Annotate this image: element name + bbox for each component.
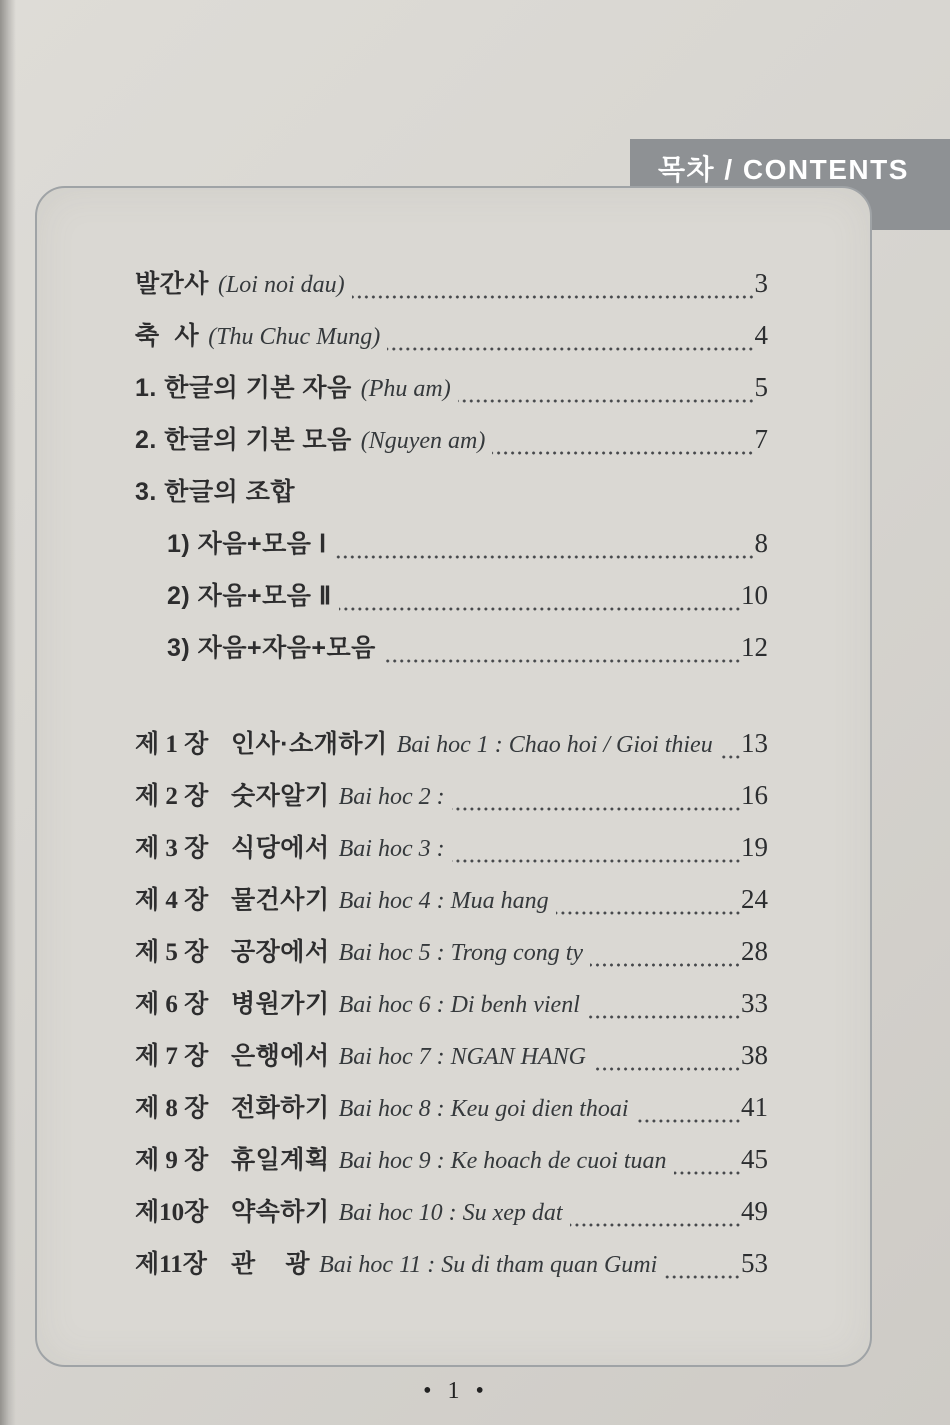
dotted-leader bbox=[352, 295, 755, 299]
toc-entry bbox=[167, 628, 768, 680]
toc-entry bbox=[167, 576, 768, 628]
chapter-number: 제 6 장 bbox=[135, 991, 209, 1018]
chapter-title: 약속하기 bbox=[231, 1198, 330, 1226]
contents-banner-title: 목차 / CONTENTS bbox=[658, 154, 909, 185]
toc-entry-label: 축 사 bbox=[135, 322, 200, 350]
chapter-subtitle: Bai hoc 1 : Chao hoi / Gioi thieu bbox=[396, 732, 713, 758]
toc-entry-label: 2. 한글의 기본 모음 bbox=[135, 426, 352, 454]
chapter-page: 38 bbox=[741, 1040, 768, 1070]
chapter-subtitle: Bai hoc 2 : bbox=[338, 784, 445, 810]
dotted-leader bbox=[339, 607, 741, 611]
chapter-number: 제10장 bbox=[135, 1199, 209, 1226]
toc-entry-subtitle: (Loi noi dau) bbox=[217, 272, 345, 298]
toc-entry-label: 3) 자음+자음+모음 bbox=[167, 634, 376, 662]
toc-entry bbox=[135, 1036, 768, 1088]
chapter-subtitle: Bai hoc 9 : Ke hoach de cuoi tuan bbox=[338, 1148, 667, 1174]
chapter-title: 식당에서 bbox=[231, 834, 330, 862]
dotted-leader bbox=[636, 1119, 741, 1123]
chapter-title: 숫자알기 bbox=[231, 782, 330, 810]
dotted-leader bbox=[664, 1275, 741, 1279]
toc-entry bbox=[135, 984, 768, 1036]
toc-entry-page: 3 bbox=[754, 268, 768, 298]
page-number: • 1 • bbox=[423, 1378, 489, 1404]
chapter-page: 28 bbox=[741, 936, 768, 966]
toc-entry-subtitle: (Thu Chuc Mung) bbox=[208, 324, 381, 350]
dotted-leader bbox=[570, 1223, 741, 1227]
toc-entry-page: 4 bbox=[754, 320, 768, 350]
chapter-page: 41 bbox=[741, 1092, 768, 1122]
dotted-leader bbox=[720, 755, 741, 759]
toc-entry bbox=[135, 420, 768, 472]
chapter-subtitle: Bai hoc 8 : Keu goi dien thoai bbox=[338, 1096, 629, 1122]
toc-entry bbox=[135, 724, 768, 776]
chapter-page: 33 bbox=[741, 988, 768, 1018]
chapter-number: 제 7 장 bbox=[135, 1043, 209, 1070]
dotted-leader bbox=[458, 399, 755, 403]
chapter-title: 물건사기 bbox=[231, 886, 330, 914]
toc-entry bbox=[135, 316, 768, 368]
chapter-number: 제 4 장 bbox=[135, 887, 209, 914]
dotted-leader bbox=[587, 1015, 741, 1019]
dotted-leader bbox=[590, 963, 741, 967]
front-matter-list bbox=[135, 264, 768, 680]
chapter-number: 제 3 장 bbox=[135, 835, 209, 862]
chapter-number: 제 9 장 bbox=[135, 1147, 209, 1174]
chapter-page: 53 bbox=[741, 1248, 768, 1278]
chapter-page: 16 bbox=[741, 780, 768, 810]
toc-entry-label: 발간사 bbox=[135, 270, 209, 298]
chapter-page: 49 bbox=[741, 1196, 768, 1226]
toc-box bbox=[35, 186, 872, 1367]
toc-entry bbox=[167, 524, 768, 576]
toc-entry bbox=[135, 368, 768, 420]
chapter-subtitle: Bai hoc 10 : Su xep dat bbox=[338, 1200, 563, 1226]
toc-entry-label: 2) 자음+모음 Ⅱ bbox=[167, 582, 332, 610]
toc-entry-page: 5 bbox=[754, 372, 768, 402]
chapter-title: 관 광 bbox=[231, 1250, 311, 1278]
toc-entry-label: 1) 자음+모음 Ⅰ bbox=[167, 530, 327, 558]
toc-entry-label: 1. 한글의 기본 자음 bbox=[135, 374, 352, 402]
toc-entry bbox=[135, 880, 768, 932]
chapter-number: 제11장 bbox=[135, 1251, 207, 1278]
chapter-subtitle: Bai hoc 3 : bbox=[338, 836, 445, 862]
toc-entry bbox=[135, 776, 768, 828]
toc-entry-page: 12 bbox=[741, 632, 768, 662]
chapter-list bbox=[135, 724, 768, 1296]
chapter-subtitle: Bai hoc 4 : Mua hang bbox=[338, 888, 549, 914]
toc-entry-label: 3. 한글의 조합 bbox=[135, 478, 295, 506]
chapter-page: 45 bbox=[741, 1144, 768, 1174]
chapter-subtitle: Bai hoc 6 : Di benh vienl bbox=[338, 992, 580, 1018]
chapter-subtitle: Bai hoc 11 : Su di tham quan Gumi bbox=[319, 1252, 658, 1278]
toc-entry bbox=[135, 264, 768, 316]
chapter-number: 제 5 장 bbox=[135, 939, 209, 966]
chapter-title: 전화하기 bbox=[231, 1094, 330, 1122]
toc-entry bbox=[135, 932, 768, 984]
chapter-title: 은행에서 bbox=[231, 1042, 330, 1070]
toc-entry bbox=[135, 828, 768, 880]
toc-entry-page: 7 bbox=[754, 424, 768, 454]
chapter-title: 병원가기 bbox=[231, 990, 330, 1018]
chapter-title: 인사·소개하기 bbox=[231, 730, 388, 758]
toc-entry bbox=[135, 1192, 768, 1244]
chapter-subtitle: Bai hoc 5 : Trong cong ty bbox=[338, 940, 584, 966]
book-spine-shadow bbox=[0, 0, 16, 1425]
toc-entry bbox=[135, 1140, 768, 1192]
toc-entry-page: 8 bbox=[754, 528, 768, 558]
dotted-leader bbox=[674, 1171, 741, 1175]
dotted-leader bbox=[593, 1067, 741, 1071]
dotted-leader bbox=[452, 859, 741, 863]
dotted-leader bbox=[387, 347, 754, 351]
toc-entry bbox=[135, 1088, 768, 1140]
chapter-number: 제 1 장 bbox=[135, 731, 209, 758]
toc-entry-subtitle: (Phu am) bbox=[360, 376, 451, 402]
chapter-subtitle: Bai hoc 7 : NGAN HANG bbox=[338, 1044, 586, 1070]
chapter-title: 휴일계획 bbox=[231, 1146, 330, 1174]
dotted-leader bbox=[334, 555, 755, 559]
dotted-leader bbox=[452, 807, 741, 811]
chapter-number: 제 2 장 bbox=[135, 783, 209, 810]
chapter-page: 24 bbox=[741, 884, 768, 914]
toc-entry-page: 10 bbox=[741, 580, 768, 610]
chapter-title: 공장에서 bbox=[231, 938, 330, 966]
chapter-page: 13 bbox=[741, 728, 768, 758]
chapter-number: 제 8 장 bbox=[135, 1095, 209, 1122]
toc-entry-subtitle: (Nguyen am) bbox=[360, 428, 486, 454]
dotted-leader bbox=[492, 451, 754, 455]
dotted-leader bbox=[556, 911, 741, 915]
dotted-leader bbox=[383, 659, 741, 663]
chapter-page: 19 bbox=[741, 832, 768, 862]
toc-entry bbox=[135, 472, 768, 524]
toc-entry bbox=[135, 1244, 768, 1296]
